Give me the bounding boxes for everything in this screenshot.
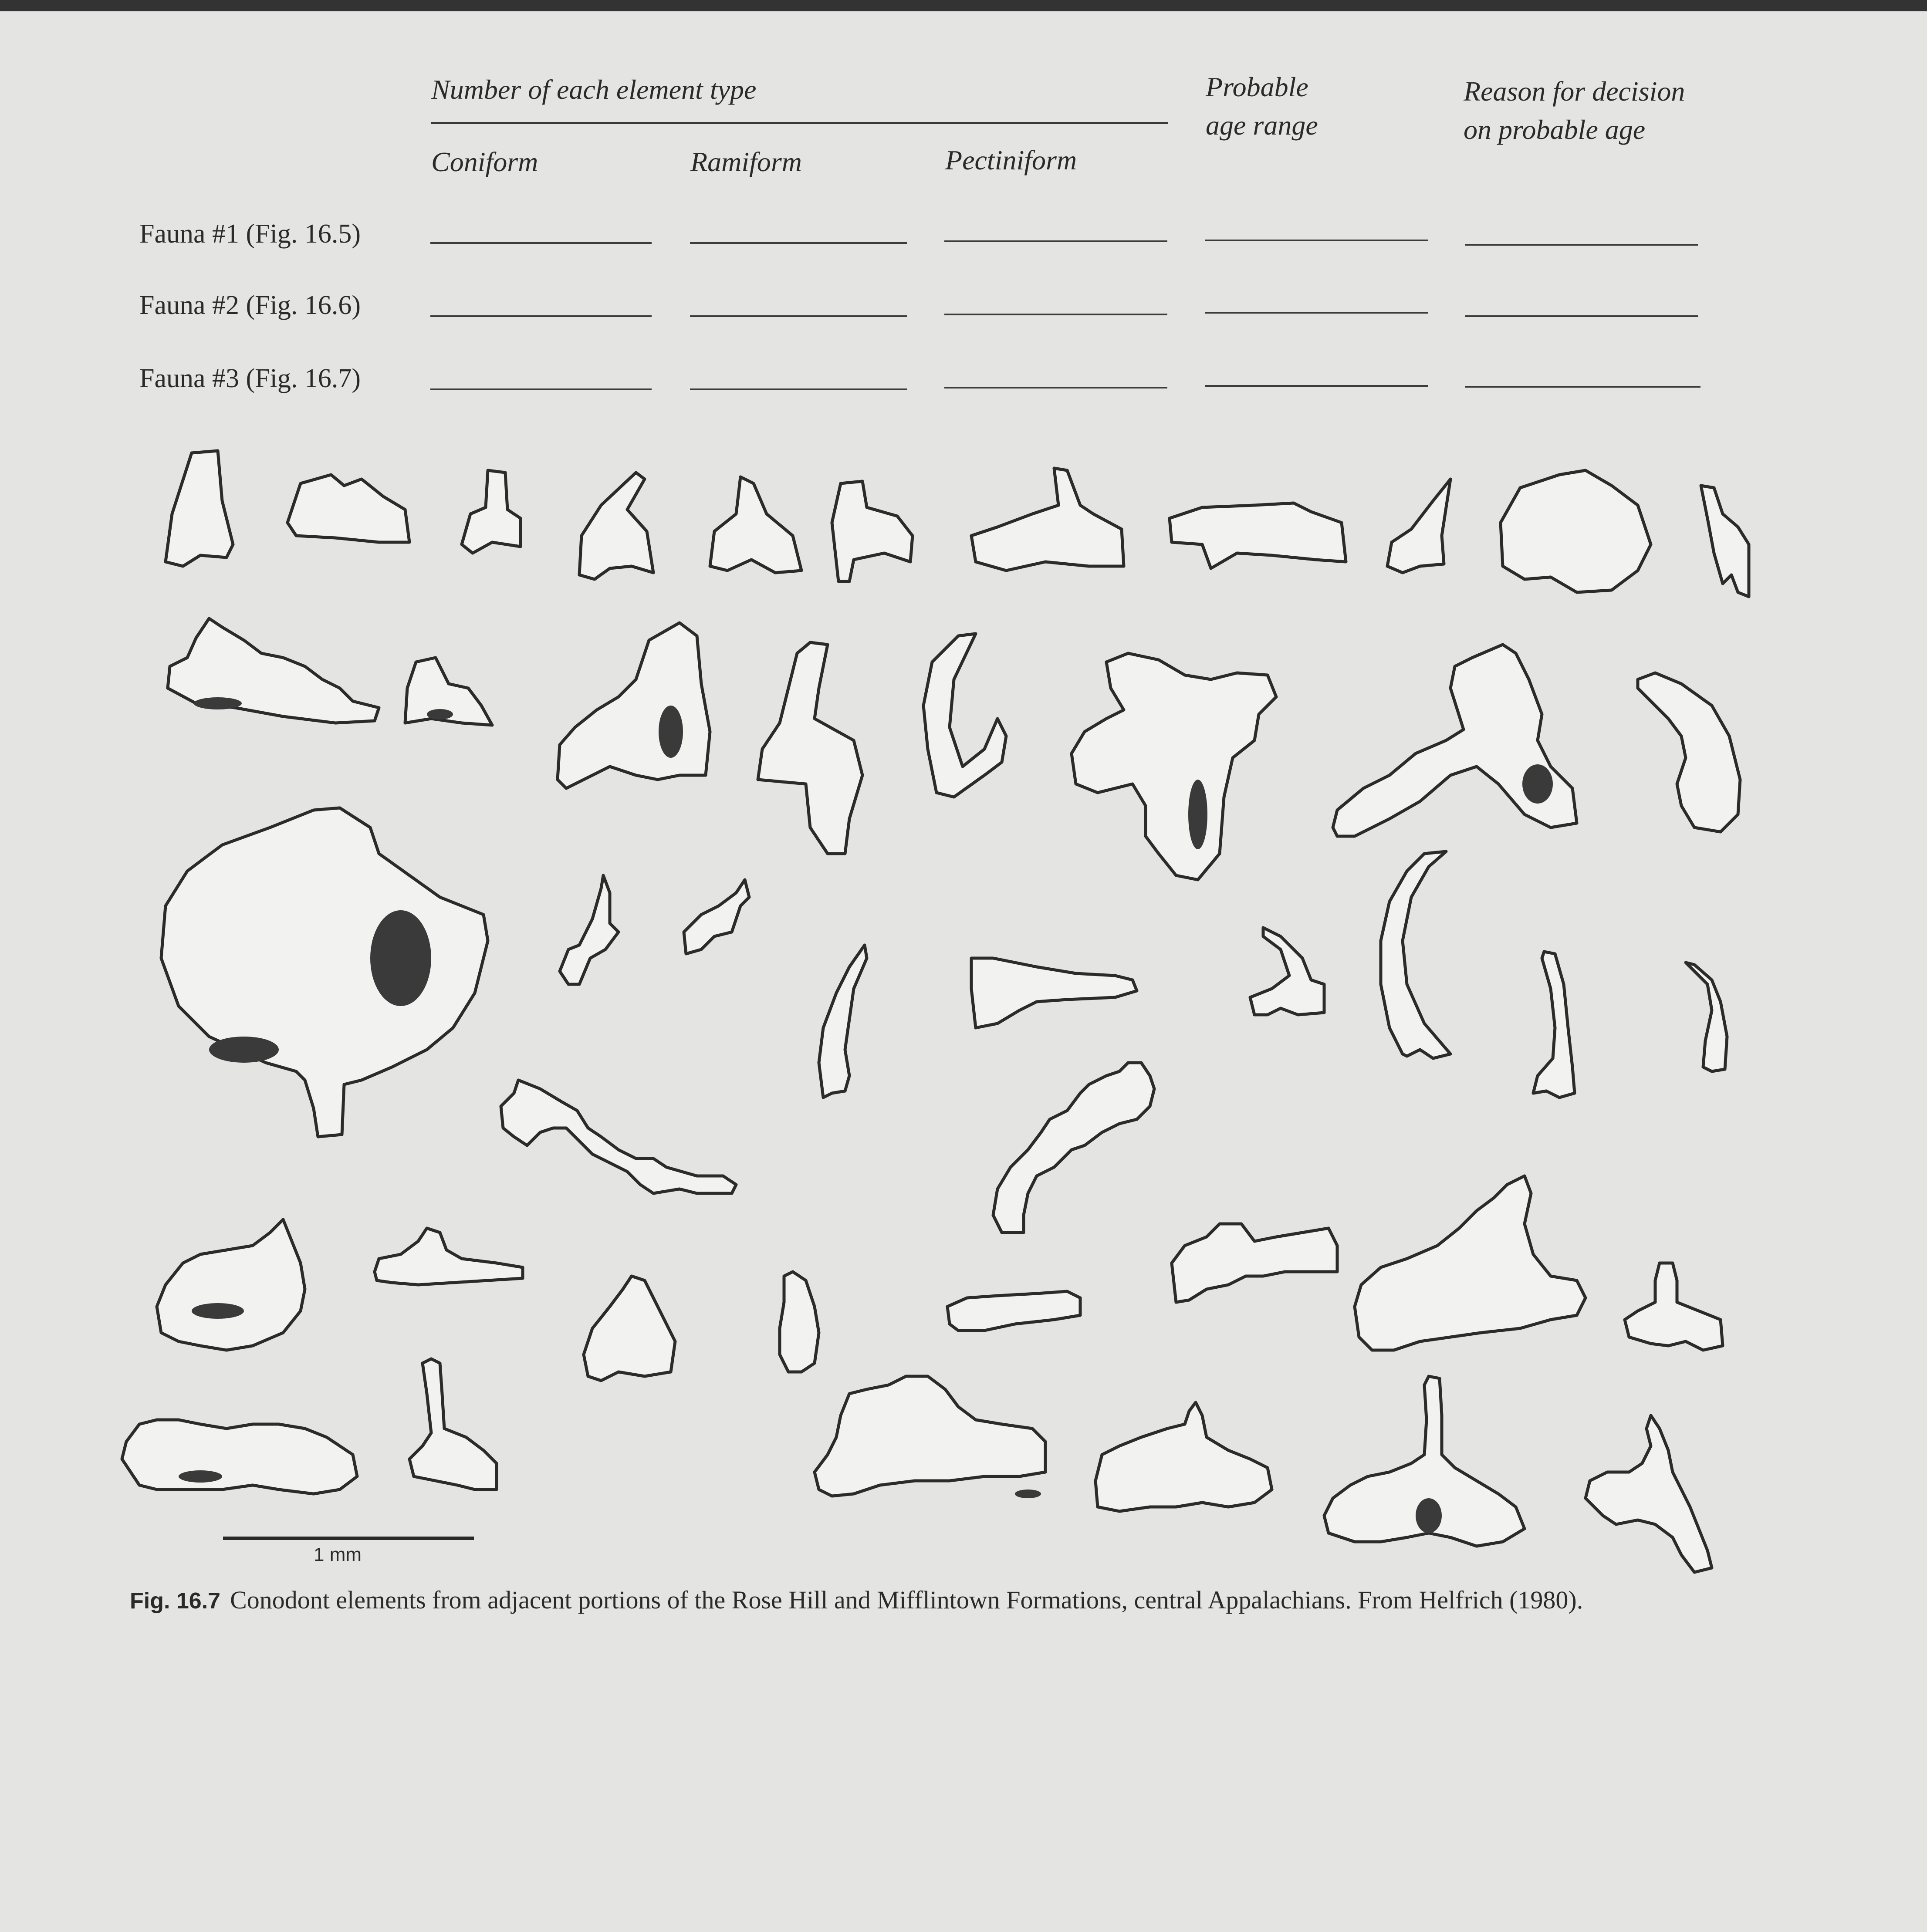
- conodont-element: [1638, 673, 1740, 832]
- caption-figure-number: Fig. 16.7: [130, 1588, 221, 1614]
- header-pectiniform: Pectiniform: [945, 145, 1077, 176]
- header-probable-line1: Probable: [1206, 71, 1308, 102]
- conodont-element: [157, 1219, 305, 1350]
- conodont-element: [161, 808, 488, 1137]
- shading: [427, 709, 453, 719]
- scale-bar-label: 1 mm: [314, 1544, 362, 1565]
- conodont-element: [462, 470, 521, 553]
- conodont-element: [1072, 653, 1276, 880]
- conodont-element: [287, 475, 409, 542]
- row-label-fauna-2: Fauna #2 (Fig. 16.6): [139, 290, 361, 320]
- conodont-element: [1172, 1224, 1337, 1302]
- shading: [370, 910, 431, 1006]
- caption-text: Conodont elements from adjacent portions of the Rose Hill and Mifflintown Formations, central Appalachians. From Helfrich (1980).: [230, 1586, 1583, 1614]
- conodont-element: [122, 1420, 357, 1494]
- conodont-element: [1625, 1263, 1723, 1350]
- conodont-element: [710, 477, 801, 573]
- shading: [179, 1470, 222, 1483]
- conodont-element: [684, 880, 749, 954]
- conodont-element: [1333, 645, 1577, 836]
- conodont-element: [923, 634, 1006, 797]
- conodont-element: [1381, 851, 1450, 1058]
- conodont-element: [815, 1376, 1045, 1496]
- conodont-element: [409, 1359, 497, 1490]
- conodont-element: [584, 1276, 675, 1381]
- shading: [1416, 1498, 1442, 1533]
- header-element-types: Number of each element type: [431, 74, 757, 105]
- conodont-element: [1686, 963, 1727, 1071]
- conodont-element: [1701, 486, 1749, 597]
- conodont-element: [579, 473, 653, 579]
- conodont-element: [1170, 503, 1346, 568]
- conodont-element: [1533, 952, 1575, 1098]
- conodont-element: [1095, 1402, 1272, 1511]
- conodont-element: [558, 623, 710, 788]
- conodont-element: [971, 958, 1137, 1028]
- shading: [194, 697, 242, 709]
- row-label-fauna-3: Fauna #3 (Fig. 16.7): [139, 364, 361, 393]
- scale-bar: [223, 1537, 474, 1540]
- conodont-element: [758, 642, 862, 854]
- shading: [659, 706, 683, 758]
- conodont-element: [819, 945, 867, 1098]
- row-label-fauna-1: Fauna #1 (Fig. 16.5): [139, 219, 361, 249]
- conodont-element: [1586, 1415, 1712, 1572]
- header-reason-line2: on probable age: [1464, 114, 1646, 145]
- conodont-element: [971, 468, 1124, 571]
- header-probable-line2: age range: [1206, 110, 1318, 141]
- header-coniform: Coniform: [431, 146, 538, 177]
- conodont-element: [168, 618, 379, 723]
- conodont-element: [560, 875, 619, 984]
- conodont-element: [375, 1228, 523, 1285]
- header-reason-line1: Reason for decision: [1464, 76, 1685, 107]
- conodont-element: [1250, 928, 1324, 1015]
- shading: [1188, 780, 1207, 849]
- header-ramiform: Ramiform: [690, 146, 802, 177]
- shading: [1522, 764, 1553, 804]
- conodont-element: [832, 481, 913, 581]
- conodont-element: [166, 451, 233, 566]
- conodont-element: [501, 1080, 736, 1193]
- conodont-element: [1355, 1176, 1586, 1350]
- conodont-element: [1501, 470, 1651, 592]
- conodont-element: [947, 1291, 1080, 1331]
- shading: [192, 1303, 244, 1319]
- conodont-element: [1387, 479, 1450, 573]
- shading: [209, 1037, 279, 1063]
- figure-caption: [130, 1585, 1583, 1615]
- conodont-element: [780, 1272, 819, 1372]
- conodont-element: [993, 1063, 1154, 1233]
- shading: [1015, 1490, 1041, 1498]
